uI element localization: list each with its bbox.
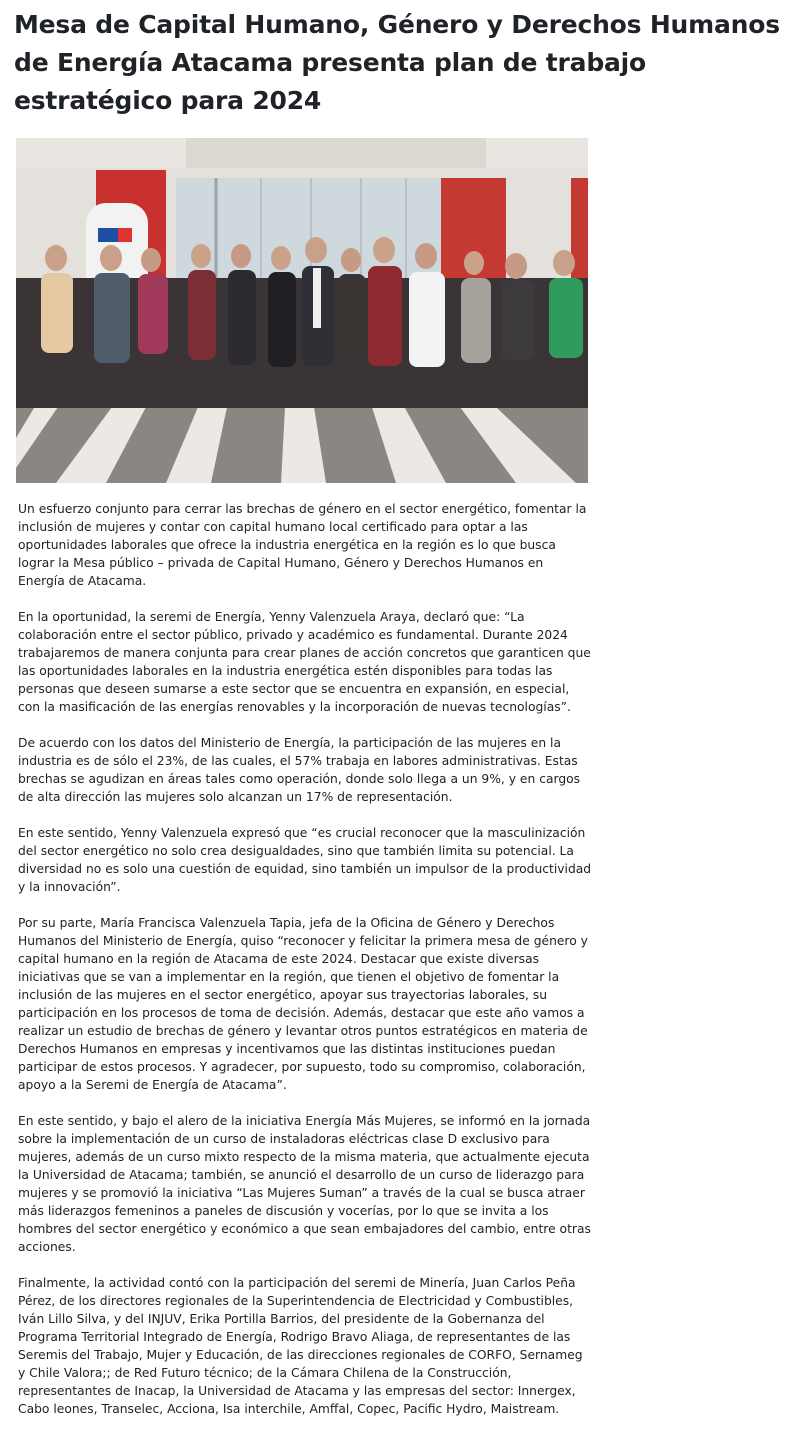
paragraph: En este sentido, y bajo el alero de la iniciativa Energía Más Mujeres, se informó en la jornada sobre la implementación de un curso de instaladoras eléctricas clase D exclusivo para mujeres, además de un curso mixto respecto de la misma materia, que actualmente ejecuta la Universidad de Atacama; también, se anunció el desarrollo de un curso de liderazgo para mujeres y se promovió la iniciativa “Las Mujeres Suman” a través de la cual se busca atraer más liderazgos femeninos a paneles de discusión y vocerías, por lo que se invita a los hombres del sector energético y económico a que sean embajadores del cambio, entre otras acciones. [18, 1114, 591, 1254]
paragraph: En la oportunidad, la seremi de Energía, Yenny Valenzuela Araya, declaró que: “La colaboración entre el sector público, privado y académico es fundamental. Durante 2024 trabajaremos de manera conjunta para crear planes de acción concretos que garanticen que las oportunidades laborales en la industria energética estén disponibles para todas las personas que deseen sumarse a este sector que se encuentra en expansión, en especial, con la masificación de las energías renovables y la incorporación de nuevas tecnologías”. [18, 610, 591, 714]
paragraph: En este sentido, Yenny Valenzuela expresó que “es crucial reconocer que la masculinización del sector energético no solo crea desigualdades, sino que también limita su potencial. La diversidad no es solo una cuestión de equidad, sino también un impulsor de la productividad y la innovación”. [18, 826, 592, 894]
paragraph: De acuerdo con los datos del Ministerio de Energía, la participación de las mujeres en la industria es de sólo el 23%, de las cuales, el 57% trabaja en labores administrativas. Estas brechas se agudizan en áreas tales como operación, donde solo llega a un 9%, y en cargos de alta dirección las mujeres solo alcanzan un 17% de representación. [18, 736, 581, 804]
group-photo-icon [16, 138, 588, 483]
paragraph: Finalmente, la actividad contó con la participación del seremi de Minería, Juan Carlos Peña Pérez, de los directores regionales de la Superintendencia de Electricidad y Combustibles, Iván Lillo Silva, y del INJUV, Erika Portilla Barrios, del presidente de la Gobernanza del Programa Territorial Integrado de Energía, Rodrigo Bravo Aliaga, de representantes de las Seremis del Trabajo, Mujer y Educación, de las direcciones regionales de CORFO, Sernameg y Chile Valora;; de Red Futuro técnico; de la Cámara Chilena de la Construcción, representantes de Inacap, la Universidad de Atacama y las empresas del sector: Innergex, Cabo leones, Transelec, Acciona, Isa interchile, Amffal, Copec, Pacific Hydro, Maistream. [18, 1276, 583, 1416]
article-body [18, 500, 592, 1436]
article-title: Mesa de Capital Humano, Género y Derechos Humanos de Energía Atacama presenta plan de trabajo estratégico para 2024 [14, 10, 780, 115]
paragraph: Un esfuerzo conjunto para cerrar las brechas de género en el sector energético, fomentar la inclusión de mujeres y contar con capital humano local certificado para optar a las oportunidades laborales que ofrece la industria energética en la región es lo que busca lograr la Mesa público – privada de Capital Humano, Género y Derechos Humanos en Energía de Atacama. [18, 502, 587, 588]
group-photo [16, 138, 588, 483]
paragraph: Por su parte, María Francisca Valenzuela Tapia, jefa de la Oficina de Género y Derechos Humanos del Ministerio de Energía, quiso “reconocer y felicitar la primera mesa de género y capital humano en la región de Atacama de este 2024. Destacar que existe diversas iniciativas que se van a implementar en la región, que tienen el objetivo de fomentar la inclusión de las mujeres en el sector energético, apoyar sus trayectorias laborales, su participación en los procesos de toma de decisión. Además, destacar que este año vamos a realizar un estudio de brechas de género y levantar otros puntos estratégicos en materia de Derechos Humanos en empresas y incentivamos que las distintas instituciones puedan participar de estos procesos. Y agradecer, por supuesto, todo su compromiso, colaboración, apoyo a la Seremi de Energía de Atacama”. [18, 916, 588, 1092]
